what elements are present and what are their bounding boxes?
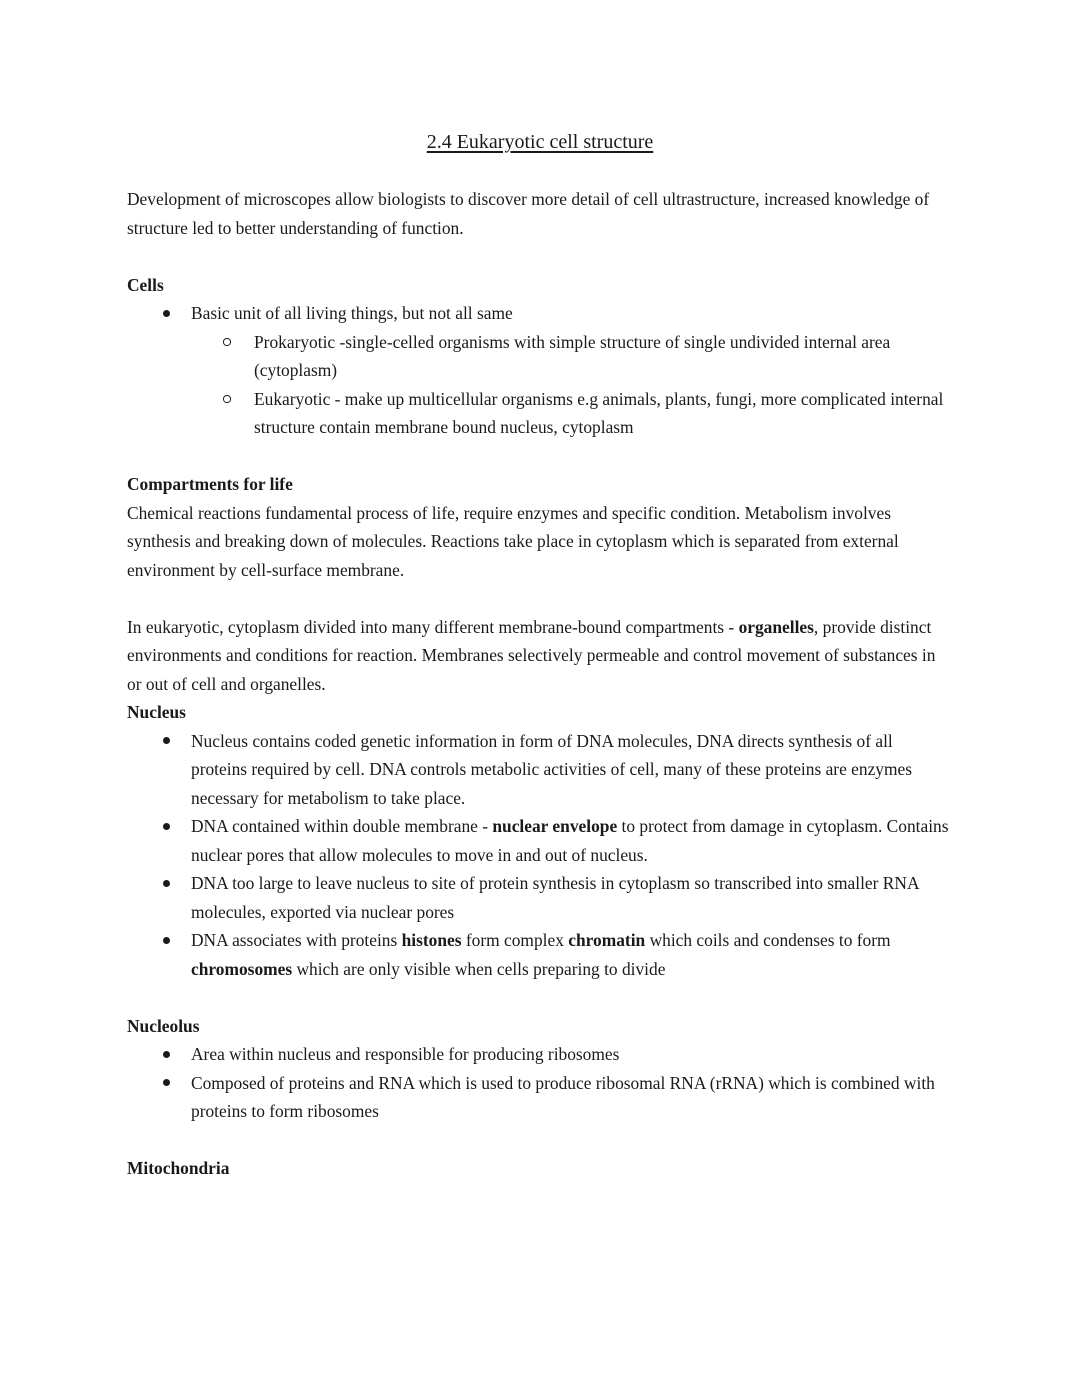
bullet-item bbox=[127, 385, 953, 442]
bold-text-run: chromosomes bbox=[191, 958, 293, 979]
section-heading bbox=[127, 698, 953, 727]
blank-line bbox=[127, 584, 953, 613]
text-run: Basic unit of all living things, but not all same bbox=[191, 303, 513, 323]
bullet-text bbox=[191, 1040, 953, 1069]
bullet-disc-icon bbox=[162, 299, 191, 328]
text-run: DNA contained within double membrane - bbox=[191, 816, 493, 836]
text-run: Nucleolus bbox=[127, 1015, 200, 1036]
bullet-text bbox=[191, 869, 953, 926]
text-run: DNA too large to leave nucleus to site of protein synthesis in cytoplasm so transcribed into smaller RNA molecules, exported via nuclear pores bbox=[191, 873, 919, 922]
bullet-item bbox=[127, 1069, 953, 1126]
section-heading bbox=[127, 470, 953, 499]
bold-text-run: nuclear envelope bbox=[492, 816, 618, 836]
paragraph bbox=[127, 185, 953, 242]
blank-line bbox=[127, 157, 953, 186]
text-run: Compartments for life bbox=[127, 474, 293, 494]
bullet-text bbox=[191, 299, 953, 328]
bullet-text bbox=[254, 385, 953, 442]
text-run: Nucleus contains coded genetic information in form of DNA molecules, DNA directs synthesis of all proteins required by cell. DNA controls metabolic activities of cell, many of these proteins are enzymes necessary for metabolism to take place. bbox=[191, 730, 912, 808]
bullet-item bbox=[127, 1040, 953, 1069]
paragraph bbox=[127, 499, 953, 585]
bullet-item bbox=[127, 869, 953, 926]
blank-line bbox=[127, 983, 953, 1012]
text-run: Eukaryotic - make up multicellular organisms e.g animals, plants, fungi, more complicated internal structure contain membrane bound nucleus, cytoplasm bbox=[254, 388, 944, 437]
bullet-item bbox=[127, 727, 953, 813]
bullet-circle-icon bbox=[222, 385, 254, 414]
bullet-text bbox=[191, 727, 953, 813]
blank-line bbox=[127, 1126, 953, 1155]
bullet-text bbox=[254, 328, 953, 385]
text-run: DNA associates with proteins bbox=[191, 930, 402, 950]
text-run: to protect from damage in cytoplasm. Contains nuclear pores that allow molecules to move in and out of nucleus. bbox=[191, 816, 949, 865]
document-content bbox=[127, 157, 953, 1183]
text-run: which are only visible when cells preparing to divide bbox=[292, 958, 666, 979]
bold-text-run: chromatin bbox=[568, 930, 646, 950]
text-run: which coils and condenses to form bbox=[645, 930, 891, 950]
bullet-text bbox=[191, 926, 953, 983]
text-run: form complex bbox=[461, 930, 569, 950]
text-run: Development of microscopes allow biologists to discover more detail of cell ultrastructure, increased knowledge of structure led to better understanding of function. bbox=[127, 189, 930, 238]
bullet-item bbox=[127, 328, 953, 385]
bullet-text bbox=[191, 812, 953, 869]
text-run: Cells bbox=[127, 274, 164, 295]
bullet-item bbox=[127, 926, 953, 983]
text-run: Nucleus bbox=[127, 702, 186, 722]
bullet-item bbox=[127, 299, 953, 328]
blank-line bbox=[127, 442, 953, 471]
bullet-disc-icon bbox=[162, 926, 191, 955]
bullet-disc-icon bbox=[162, 812, 191, 841]
bullet-disc-icon bbox=[162, 1069, 191, 1098]
text-run: In eukaryotic, cytoplasm divided into many different membrane-bound compartments - bbox=[127, 616, 739, 637]
bold-text-run: organelles bbox=[738, 616, 814, 637]
bullet-disc-icon bbox=[162, 727, 191, 756]
section-heading bbox=[127, 271, 953, 300]
text-run: Mitochondria bbox=[127, 1158, 230, 1178]
bullet-disc-icon bbox=[162, 869, 191, 898]
text-run: , provide distinct environments and conditions for reaction. Membranes selectively permeable and control movement of substances in or out of cell and organelles. bbox=[127, 616, 936, 694]
text-run: Prokaryotic -single-celled organisms with simple structure of single undivided internal area (cytoplasm) bbox=[254, 331, 891, 380]
bold-text-run: histones bbox=[401, 930, 462, 950]
document-title-text: 2.4 Eukaryotic cell structure bbox=[426, 131, 654, 153]
section-heading bbox=[127, 1154, 953, 1183]
document-title bbox=[127, 128, 953, 157]
bullet-text bbox=[191, 1069, 953, 1126]
text-run: Area within nucleus and responsible for producing ribosomes bbox=[191, 1044, 620, 1064]
bullet-disc-icon bbox=[162, 1040, 191, 1069]
paragraph bbox=[127, 613, 953, 699]
text-run: Composed of proteins and RNA which is used to produce ribosomal RNA (rRNA) which is combined with proteins to form ribosomes bbox=[191, 1072, 935, 1121]
bullet-item bbox=[127, 812, 953, 869]
bullet-circle-icon bbox=[222, 328, 254, 357]
text-run: Chemical reactions fundamental process of life, require enzymes and specific condition. Metabolism involves synthesis and breaking down of molecules. Reactions take place in cytoplasm which is separated from external environment by cell-surface membrane. bbox=[127, 502, 899, 580]
section-heading bbox=[127, 1012, 953, 1041]
blank-line bbox=[127, 242, 953, 271]
